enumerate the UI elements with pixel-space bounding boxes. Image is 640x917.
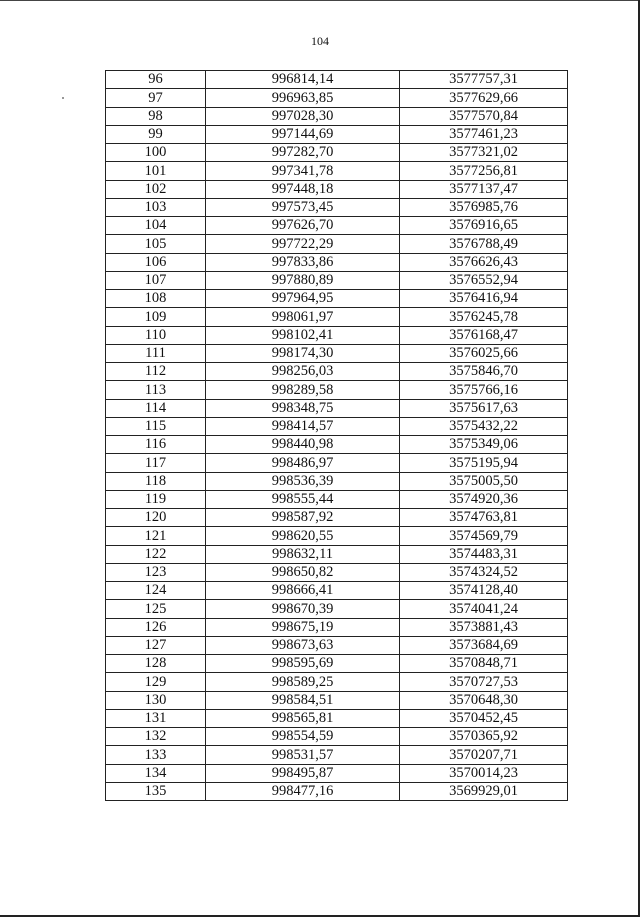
table-row (106, 782, 568, 800)
point-number-cell: 113 (106, 381, 206, 399)
point-number-cell: 115 (106, 417, 206, 435)
table-row (106, 509, 568, 527)
table-row (106, 436, 568, 454)
x-coordinate-cell: 998555,44 (206, 490, 400, 508)
coordinates-table-body (106, 71, 568, 801)
y-coordinate-cell: 3574324,52 (400, 563, 568, 581)
table-row (106, 308, 568, 326)
y-coordinate-cell: 3573881,43 (400, 618, 568, 636)
x-coordinate-cell: 997880,89 (206, 271, 400, 289)
point-number-cell: 102 (106, 180, 206, 198)
y-coordinate-cell: 3577256,81 (400, 162, 568, 180)
point-number-cell: 125 (106, 600, 206, 618)
y-coordinate-cell: 3576245,78 (400, 308, 568, 326)
point-number-cell: 135 (106, 782, 206, 800)
table-row (106, 290, 568, 308)
table-row (106, 764, 568, 782)
y-coordinate-cell: 3569929,01 (400, 782, 568, 800)
point-number-cell: 128 (106, 655, 206, 673)
y-coordinate-cell: 3575349,06 (400, 436, 568, 454)
y-coordinate-cell: 3575432,22 (400, 417, 568, 435)
table-row (106, 381, 568, 399)
y-coordinate-cell: 3574041,24 (400, 600, 568, 618)
x-coordinate-cell: 997282,70 (206, 144, 400, 162)
y-coordinate-cell: 3576025,66 (400, 344, 568, 362)
y-coordinate-cell: 3574763,81 (400, 509, 568, 527)
point-number-cell: 114 (106, 399, 206, 417)
point-number-cell: 97 (106, 89, 206, 107)
x-coordinate-cell: 997964,95 (206, 290, 400, 308)
point-number-cell: 105 (106, 235, 206, 253)
table-row (106, 655, 568, 673)
x-coordinate-cell: 997833,86 (206, 253, 400, 271)
table-row (106, 399, 568, 417)
point-number-cell: 116 (106, 436, 206, 454)
point-number-cell: 107 (106, 271, 206, 289)
coordinates-table (105, 70, 568, 801)
page-number: 104 (311, 34, 329, 48)
y-coordinate-cell: 3577461,23 (400, 125, 568, 143)
point-number-cell: 99 (106, 125, 206, 143)
point-number-cell: 101 (106, 162, 206, 180)
point-number-cell: 103 (106, 198, 206, 216)
x-coordinate-cell: 998673,63 (206, 636, 400, 654)
point-number-cell: 109 (106, 308, 206, 326)
table-row (106, 326, 568, 344)
y-coordinate-cell: 3575005,50 (400, 472, 568, 490)
point-number-cell: 117 (106, 454, 206, 472)
point-number-cell: 104 (106, 217, 206, 235)
y-coordinate-cell: 3576416,94 (400, 290, 568, 308)
x-coordinate-cell: 998620,55 (206, 527, 400, 545)
table-row (106, 162, 568, 180)
x-coordinate-cell: 998587,92 (206, 509, 400, 527)
x-coordinate-cell: 996963,85 (206, 89, 400, 107)
table-row (106, 235, 568, 253)
x-coordinate-cell: 998670,39 (206, 600, 400, 618)
point-number-cell: 119 (106, 490, 206, 508)
point-number-cell: 121 (106, 527, 206, 545)
x-coordinate-cell: 998477,16 (206, 782, 400, 800)
table-row (106, 618, 568, 636)
table-row (106, 271, 568, 289)
point-number-cell: 122 (106, 545, 206, 563)
table-row (106, 344, 568, 362)
y-coordinate-cell: 3577321,02 (400, 144, 568, 162)
table-row (106, 217, 568, 235)
y-coordinate-cell: 3575195,94 (400, 454, 568, 472)
x-coordinate-cell: 998565,81 (206, 709, 400, 727)
x-coordinate-cell: 998440,98 (206, 436, 400, 454)
x-coordinate-cell: 998584,51 (206, 691, 400, 709)
point-number-cell: 124 (106, 582, 206, 600)
scan-speck (62, 97, 64, 99)
y-coordinate-cell: 3577757,31 (400, 71, 568, 89)
y-coordinate-cell: 3574920,36 (400, 490, 568, 508)
y-coordinate-cell: 3575766,16 (400, 381, 568, 399)
table-row (106, 363, 568, 381)
table-row (106, 125, 568, 143)
table-row (106, 490, 568, 508)
y-coordinate-cell: 3570365,92 (400, 728, 568, 746)
y-coordinate-cell: 3573684,69 (400, 636, 568, 654)
x-coordinate-cell: 998589,25 (206, 673, 400, 691)
y-coordinate-cell: 3577570,84 (400, 107, 568, 125)
y-coordinate-cell: 3574128,40 (400, 582, 568, 600)
x-coordinate-cell: 997448,18 (206, 180, 400, 198)
y-coordinate-cell: 3574569,79 (400, 527, 568, 545)
x-coordinate-cell: 997722,29 (206, 235, 400, 253)
x-coordinate-cell: 998666,41 (206, 582, 400, 600)
y-coordinate-cell: 3575617,63 (400, 399, 568, 417)
y-coordinate-cell: 3570727,53 (400, 673, 568, 691)
point-number-cell: 132 (106, 728, 206, 746)
x-coordinate-cell: 998632,11 (206, 545, 400, 563)
x-coordinate-cell: 998174,30 (206, 344, 400, 362)
table-row (106, 582, 568, 600)
x-coordinate-cell: 998348,75 (206, 399, 400, 417)
point-number-cell: 134 (106, 764, 206, 782)
y-coordinate-cell: 3575846,70 (400, 363, 568, 381)
y-coordinate-cell: 3570207,71 (400, 746, 568, 764)
point-number-cell: 110 (106, 326, 206, 344)
x-coordinate-cell: 997341,78 (206, 162, 400, 180)
table-row (106, 472, 568, 490)
x-coordinate-cell: 998675,19 (206, 618, 400, 636)
y-coordinate-cell: 3577137,47 (400, 180, 568, 198)
y-coordinate-cell: 3570648,30 (400, 691, 568, 709)
point-number-cell: 131 (106, 709, 206, 727)
point-number-cell: 133 (106, 746, 206, 764)
point-number-cell: 123 (106, 563, 206, 581)
x-coordinate-cell: 998486,97 (206, 454, 400, 472)
x-coordinate-cell: 998061,97 (206, 308, 400, 326)
y-coordinate-cell: 3576626,43 (400, 253, 568, 271)
table-row (106, 563, 568, 581)
x-coordinate-cell: 997028,30 (206, 107, 400, 125)
table-row (106, 180, 568, 198)
table-row (106, 144, 568, 162)
point-number-cell: 118 (106, 472, 206, 490)
table-row (106, 198, 568, 216)
point-number-cell: 106 (106, 253, 206, 271)
point-number-cell: 111 (106, 344, 206, 362)
x-coordinate-cell: 997573,45 (206, 198, 400, 216)
y-coordinate-cell: 3576916,65 (400, 217, 568, 235)
x-coordinate-cell: 998256,03 (206, 363, 400, 381)
x-coordinate-cell: 998554,59 (206, 728, 400, 746)
point-number-cell: 98 (106, 107, 206, 125)
table-row (106, 709, 568, 727)
table-row (106, 728, 568, 746)
point-number-cell: 100 (106, 144, 206, 162)
x-coordinate-cell: 998536,39 (206, 472, 400, 490)
table-row (106, 691, 568, 709)
y-coordinate-cell: 3570014,23 (400, 764, 568, 782)
x-coordinate-cell: 998595,69 (206, 655, 400, 673)
point-number-cell: 127 (106, 636, 206, 654)
table-row (106, 673, 568, 691)
x-coordinate-cell: 997144,69 (206, 125, 400, 143)
table-row (106, 636, 568, 654)
table-row (106, 107, 568, 125)
table-row (106, 454, 568, 472)
x-coordinate-cell: 998650,82 (206, 563, 400, 581)
y-coordinate-cell: 3570452,45 (400, 709, 568, 727)
y-coordinate-cell: 3576985,76 (400, 198, 568, 216)
point-number-cell: 112 (106, 363, 206, 381)
x-coordinate-cell: 998289,58 (206, 381, 400, 399)
table-row (106, 417, 568, 435)
point-number-cell: 120 (106, 509, 206, 527)
point-number-cell: 130 (106, 691, 206, 709)
table-row (106, 746, 568, 764)
y-coordinate-cell: 3570848,71 (400, 655, 568, 673)
y-coordinate-cell: 3577629,66 (400, 89, 568, 107)
table-row (106, 253, 568, 271)
table-row (106, 545, 568, 563)
point-number-cell: 129 (106, 673, 206, 691)
table-row (106, 600, 568, 618)
y-coordinate-cell: 3574483,31 (400, 545, 568, 563)
point-number-cell: 108 (106, 290, 206, 308)
point-number-cell: 126 (106, 618, 206, 636)
y-coordinate-cell: 3576552,94 (400, 271, 568, 289)
table-row (106, 89, 568, 107)
x-coordinate-cell: 998414,57 (206, 417, 400, 435)
y-coordinate-cell: 3576168,47 (400, 326, 568, 344)
table-row (106, 71, 568, 89)
x-coordinate-cell: 998102,41 (206, 326, 400, 344)
x-coordinate-cell: 997626,70 (206, 217, 400, 235)
point-number-cell: 96 (106, 71, 206, 89)
y-coordinate-cell: 3576788,49 (400, 235, 568, 253)
x-coordinate-cell: 996814,14 (206, 71, 400, 89)
table-row (106, 527, 568, 545)
x-coordinate-cell: 998495,87 (206, 764, 400, 782)
x-coordinate-cell: 998531,57 (206, 746, 400, 764)
